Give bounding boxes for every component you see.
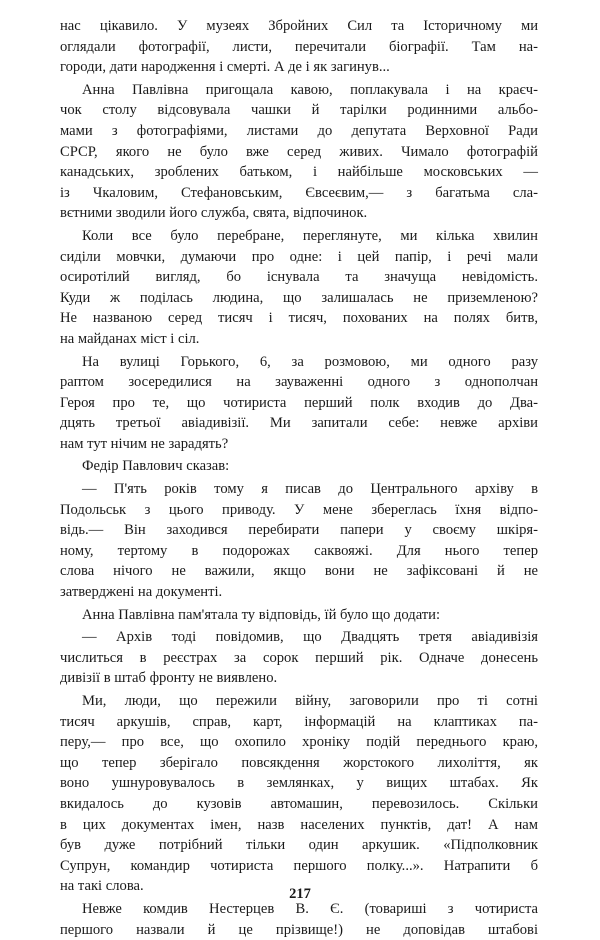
text-line: нам тут нічим не зарадять? [60, 435, 229, 452]
paragraph-first-line: нас цікавило. У музеях Збройних Сил та Історичному ми [60, 18, 538, 34]
text-line: слова нічого не важили, якщо вони не зафіксовані й не [60, 563, 538, 580]
text-line: в цих документах імен, назв населених пунктів, дат! А нам [60, 816, 538, 833]
text-line: Героя про те, що чотириста перший полк входив до Два- [60, 394, 538, 411]
paragraph-first-line: Анна Павлівна пригощала кавою, поплакувала і на краєч- [82, 81, 538, 98]
text-line: тисяч аркушів, справ, карт, інформацій на клаптиках па- [60, 713, 538, 730]
text-line: вкидалось до кузовів автомашин, перевозилось. Скільки [60, 795, 538, 812]
text-line: оглядали фотографії, листи, перечитали біографії. Там на- [60, 38, 538, 55]
paragraph-first-line: На вулиці Горького, 6, за розмовою, ми одного разу [82, 353, 538, 370]
text-line: канадських, зроблених батьком, і найбільше московських — [60, 164, 538, 181]
text-line: із Чкаловим, Стефановським, Євсеєвим,— з багатьма сла- [60, 184, 538, 201]
text-line: Не названою серед тисяч і тисяч, похованих на полях битв, [60, 310, 538, 327]
paragraph-first-line: — Архів тоді повідомив, що Двадцять третя авіадивізія [82, 629, 538, 646]
text-line: першого назвали й це прізвище!) не доповідав штабові [60, 921, 538, 938]
text-line: раптом зосередилися на зауваженні одного з однополчан [60, 374, 538, 391]
text-line: вєтними зводили його служба, свята, відпочинок. [60, 205, 368, 222]
text-line: що тепер зберігало повсякдення жорстокого лихоліття, як [60, 754, 538, 771]
text-line: дцять третьої авіадивізії. Ми запитали себе: невже архіви [60, 415, 538, 432]
text-line: Подольськ з цього приводу. У мене збереглась їхня відпо- [60, 501, 538, 518]
paragraph-first-line: Невже комдив Нестерцев В. Є. (товариші з чотириста [82, 900, 538, 917]
paragraph-first-line: Ми, люди, що пережили війну, заговорили про ті сотні [82, 693, 538, 709]
text-line: воно ушнуровувалось в землянках, у вищих штабах. Як [60, 775, 538, 792]
paragraph-first-line: Федір Павлович сказав: [82, 458, 230, 475]
text-line: Супрун, командир чотириста першого полку...». Натрапити б [60, 857, 538, 874]
text-line: був дуже потрібний тільки один аркушик. «Підполковник [60, 837, 538, 854]
text-line: СРСР, якого не було вже серед живих. Чимало фотографій [60, 143, 538, 160]
text-line: Куди ж поділась людина, що залишалась не приземленою? [60, 289, 538, 306]
text-line: перу,— про все, що охопило хроніку подій переднього краю, [60, 734, 538, 751]
text-line: на майданах міст і сіл. [60, 330, 200, 347]
text-line: числиться в реєстрах за сорок перший рік. Одначе донесень [60, 649, 538, 666]
page-number: 217 [289, 886, 311, 902]
text-line: мами з фотографіями, листами до депутата Верховної Ради [60, 122, 538, 139]
text-line: затверджені на документі. [60, 584, 223, 601]
paragraph-first-line: Анна Павлівна пам'ятала ту відповідь, їй було що додати: [82, 606, 441, 623]
text-line: ному, тертому в подорожах саквояжі. Для нього тепер [60, 542, 538, 559]
text-line: дивізії в штаб фронту не виявлено. [60, 670, 278, 687]
text-line: сиділи мовчки, думаючи про одне: і цей папір, і речі мали [60, 248, 538, 265]
text-line: городи, дати народження і смерті. А де і як загинув... [60, 59, 390, 76]
text-line: на такі слова. [60, 878, 144, 895]
text-line: осиротілий вигляд, бо існувала та значуща невідомість. [60, 269, 538, 286]
paragraph-first-line: — П'ять років тому я писав до Центрального архіву в [82, 481, 538, 498]
body-text [60, 16, 538, 940]
text-line: відь.— Він заходився перебирати папери у своєму шкіря- [60, 522, 538, 539]
text-line: чок столу відсовувала чашки й тарілки родинними альбо- [60, 102, 538, 119]
paragraph-first-line: Коли все було перебране, переглянуте, ми кілька хвилин [82, 227, 538, 244]
